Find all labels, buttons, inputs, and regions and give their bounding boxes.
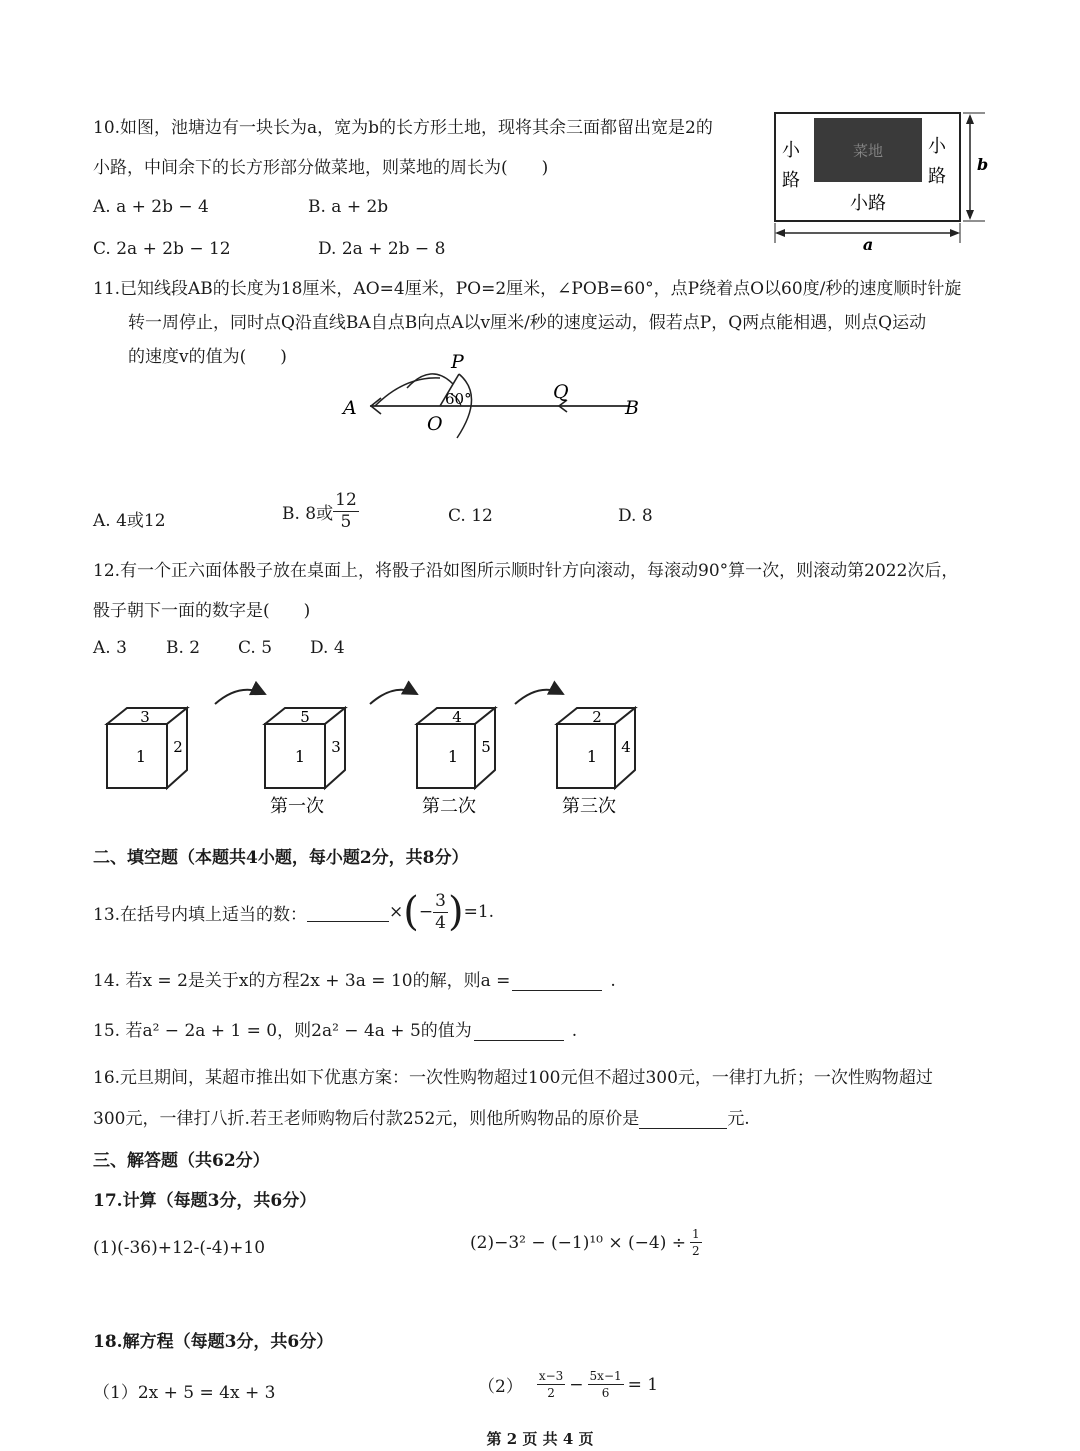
die-1-top: 3 bbox=[140, 708, 150, 726]
section-2-heading: 二、填空题（本题共4小题，每小题2分，共8分） bbox=[93, 848, 469, 868]
q13-fraction bbox=[433, 890, 448, 933]
q15-end: . bbox=[571, 1021, 578, 1041]
point-q-label: Q bbox=[553, 381, 569, 403]
page-footer: 第 2 页 共 4 页 bbox=[486, 1430, 594, 1448]
die-3-side: 5 bbox=[481, 738, 491, 756]
q16-end: 元. bbox=[727, 1109, 750, 1129]
die-2-front: 1 bbox=[294, 747, 306, 766]
q17-part-2-numerator: 1 bbox=[692, 1227, 700, 1241]
die-3-top: 4 bbox=[452, 708, 462, 726]
q18-fraction-1-numerator: x−3 bbox=[538, 1369, 564, 1383]
q16-line1: 16.元旦期间，某超市推出如下优惠方案：一次性购物超过100元但不超过300元，一律打九折；一次性购物超过 bbox=[93, 1068, 933, 1088]
q13-prefix: 13.在括号内填上适当的数： bbox=[93, 904, 308, 925]
q11-figure bbox=[335, 348, 655, 443]
dim-a-arrow-left bbox=[775, 229, 785, 237]
die-first-roll bbox=[265, 708, 345, 817]
q18-part-2 bbox=[478, 1370, 658, 1399]
q18-fraction-2 bbox=[588, 1370, 624, 1399]
q11-line1: 11.已知线段AB的长度为18厘米，AO=4厘米，PO=2厘米，∠POB=60°，点P绕着点O以60度/秒的速度顺时针旋 bbox=[93, 279, 962, 299]
rotation-arc-top bbox=[407, 374, 453, 388]
plot-label: 菜地 bbox=[852, 142, 884, 160]
q13-minus: − bbox=[418, 902, 434, 922]
q10-figure bbox=[770, 108, 995, 253]
q17-part-2-denominator: 2 bbox=[692, 1244, 700, 1258]
q10-option-b: B. a + 2b bbox=[308, 197, 389, 217]
q18-fraction-1 bbox=[537, 1370, 565, 1399]
q13-answer-blank[interactable] bbox=[307, 903, 389, 922]
q16-answer-blank[interactable] bbox=[639, 1110, 727, 1129]
die-1-front: 1 bbox=[135, 747, 147, 766]
q11-line3: 的速度v的值为( ) bbox=[128, 347, 287, 367]
q11-option-b bbox=[282, 492, 359, 531]
roll-arrow-2 bbox=[370, 690, 417, 704]
die-3-caption: 第二次 bbox=[422, 796, 476, 817]
q13-equals: =1. bbox=[463, 902, 495, 922]
q13-times: × bbox=[389, 902, 404, 922]
right-path-1: 小 bbox=[928, 136, 946, 157]
q18-part-2-label: （2） bbox=[478, 1377, 523, 1397]
q16-line2-wrap bbox=[93, 1104, 750, 1129]
die-4-side: 4 bbox=[621, 738, 631, 756]
q15-text: 15. 若a² − 2a + 1 = 0，则2a² − 4a + 5的值为 bbox=[93, 1021, 472, 1041]
section-3-heading: 三、解答题（共62分） bbox=[93, 1151, 270, 1171]
point-p-label: P bbox=[451, 351, 464, 373]
q12-line1: 12.有一个正六面体骰子放在桌面上，将骰子沿如图所示顺时针方向滚动，每滚动90°算一次，则滚动第2022次后， bbox=[93, 561, 959, 581]
roll-arrow-3 bbox=[515, 690, 563, 704]
q13-right-paren: ) bbox=[447, 889, 464, 935]
q11-line2: 转一周停止，同时点Q沿直线BA自点B向点A以v厘米/秒的速度运动，假若点P，Q两点能相遇，则点Q运动 bbox=[128, 313, 927, 333]
q15 bbox=[93, 1016, 577, 1041]
q18-fraction-2-numerator: 5x−1 bbox=[589, 1369, 622, 1383]
point-b-label: B bbox=[625, 397, 639, 419]
q11-option-a: A. 4或12 bbox=[93, 511, 166, 531]
left-path-2: 路 bbox=[782, 170, 800, 191]
die-2-top: 5 bbox=[300, 708, 310, 726]
die-second-roll bbox=[417, 708, 495, 817]
q12-dice-figure bbox=[95, 680, 655, 828]
angle-label: 60° bbox=[445, 390, 472, 408]
q12-option-a: A. 3 bbox=[93, 638, 127, 658]
q13-left-paren: ( bbox=[403, 889, 419, 935]
q10-option-d: D. 2a + 2b − 8 bbox=[318, 239, 446, 259]
q10-line1: 10.如图，池塘边有一块长为a，宽为b的长方形土地，现将其余三面都留出宽是2的 bbox=[93, 118, 713, 138]
q11-option-b-text: B. 8或 bbox=[282, 504, 334, 524]
roll-arrow-1 bbox=[215, 690, 265, 704]
q12-option-b: B. 2 bbox=[166, 638, 201, 658]
q13-numerator: 3 bbox=[435, 890, 446, 911]
q13-denominator: 4 bbox=[435, 912, 446, 933]
die-2-caption: 第一次 bbox=[270, 796, 324, 817]
q17-part-2-text: (2)−3² − (−1)¹⁰ × (−4) ÷ bbox=[470, 1232, 686, 1253]
q18-equals: = 1 bbox=[627, 1374, 659, 1395]
q10-line2: 小路，中间余下的长方形部分做菜地，则菜地的周长为( ) bbox=[93, 158, 549, 178]
rotation-arc-left bbox=[375, 378, 440, 406]
dim-a-arrow-right bbox=[950, 229, 960, 237]
q18-title: 18.解方程（每题3分，共6分） bbox=[93, 1332, 334, 1352]
q12-line2: 骰子朝下一面的数字是( ) bbox=[93, 601, 311, 621]
point-a-label: A bbox=[343, 397, 357, 419]
dim-b-label: b bbox=[977, 155, 989, 174]
q17-part-1: (1)(-36)+12-(-4)+10 bbox=[93, 1238, 266, 1258]
dim-a-label: a bbox=[862, 235, 874, 253]
bottom-path-label: 小路 bbox=[850, 193, 886, 214]
die-initial bbox=[107, 708, 187, 788]
die-3-front: 1 bbox=[447, 747, 459, 766]
die-third-roll bbox=[557, 708, 635, 817]
q11-option-b-denominator: 5 bbox=[340, 512, 352, 532]
q10-option-a: A. a + 2b − 4 bbox=[93, 197, 209, 217]
q12-option-d: D. 4 bbox=[310, 638, 345, 658]
q18-fraction-2-denominator: 6 bbox=[601, 1386, 610, 1400]
q12-option-c: C. 5 bbox=[238, 638, 273, 658]
q11-option-b-fraction bbox=[333, 492, 359, 531]
die-2-side: 3 bbox=[331, 738, 341, 756]
right-path-2: 路 bbox=[928, 166, 946, 187]
q13 bbox=[93, 886, 494, 938]
q11-option-b-numerator: 12 bbox=[335, 490, 357, 510]
q11-option-d: D. 8 bbox=[618, 506, 653, 526]
q15-answer-blank[interactable] bbox=[474, 1022, 564, 1041]
q17-part-2 bbox=[470, 1228, 702, 1257]
die-4-caption: 第三次 bbox=[562, 796, 616, 817]
q14-answer-blank[interactable] bbox=[512, 972, 602, 991]
q18-part-1: （1）2x + 5 = 4x + 3 bbox=[93, 1383, 276, 1403]
dim-b-arrow-top bbox=[966, 114, 974, 124]
q11-option-c: C. 12 bbox=[448, 506, 493, 526]
q17-title: 17.计算（每题3分，共6分） bbox=[93, 1191, 317, 1211]
dim-b-arrow-bottom bbox=[966, 210, 974, 220]
die-4-front: 1 bbox=[586, 747, 598, 766]
q14-text: 14. 若x = 2是关于x的方程2x + 3a = 10的解，则a = bbox=[93, 971, 511, 991]
point-o-label: O bbox=[427, 413, 443, 435]
q18-minus: − bbox=[569, 1374, 584, 1395]
q14 bbox=[93, 966, 616, 991]
die-4-top: 2 bbox=[592, 708, 602, 726]
left-path-1: 小 bbox=[782, 140, 800, 161]
q10-option-c: C. 2a + 2b − 12 bbox=[93, 239, 231, 259]
die-1-side: 2 bbox=[173, 738, 183, 756]
q14-end: . bbox=[610, 971, 616, 991]
q17-part-2-fraction bbox=[690, 1228, 702, 1257]
q18-fraction-1-denominator: 2 bbox=[547, 1386, 555, 1400]
q16-line2: 300元，一律打八折.若王老师购物后付款252元，则他所购物品的原价是 bbox=[93, 1109, 640, 1129]
